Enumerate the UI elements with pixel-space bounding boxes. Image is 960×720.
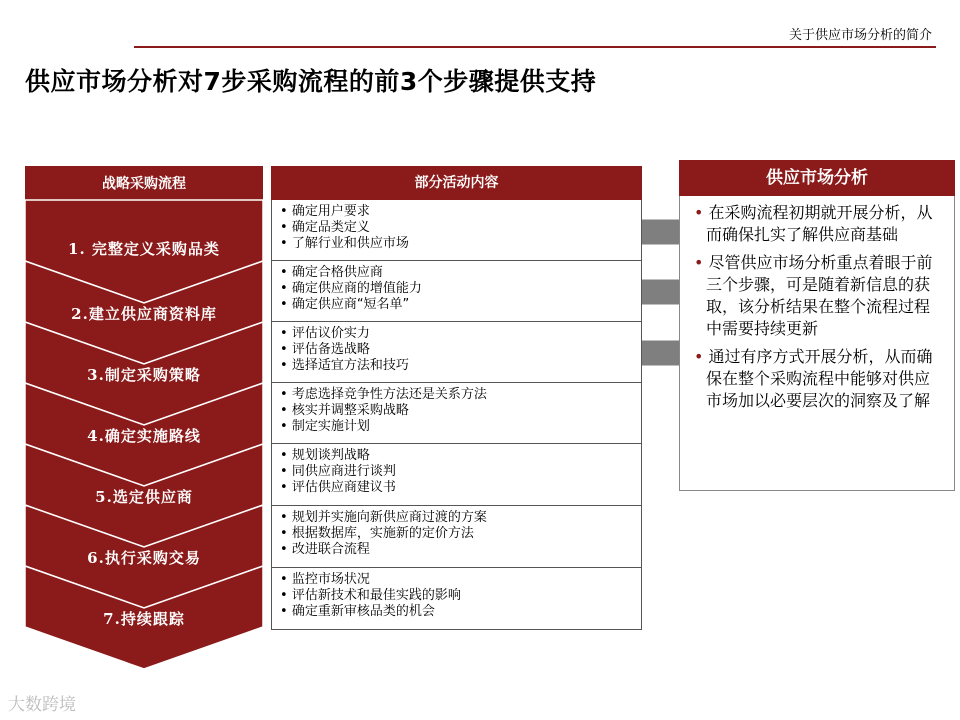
activity-item: • 确定重新审核品类的机会: [280, 604, 641, 620]
bullet-icon: •: [694, 253, 709, 272]
activity-group: [271, 200, 642, 261]
process-step-label: 3.制定采购策略: [87, 366, 201, 384]
section-label: 关于供应市场分析的简介: [788, 28, 932, 43]
analysis-point: [694, 252, 944, 340]
activity-item: • 监控市场状况: [280, 572, 641, 588]
activity-item: • 选择适宜方法和技巧: [280, 358, 641, 374]
activity-item: • 确定供应商的增值能力: [280, 281, 641, 297]
activity-item: • 了解行业和供应市场: [280, 236, 641, 252]
process-step-label: 4.确定实施路线: [87, 427, 201, 445]
process-step-label: 2.建立供应商资料库: [71, 305, 217, 323]
activity-group: [271, 444, 642, 506]
process-header: 战略采购流程: [25, 166, 263, 200]
process-step-label: 7.持续跟踪: [103, 610, 185, 628]
activity-item: • 规划谈判战略: [280, 448, 641, 464]
activity-group: [271, 568, 642, 630]
activity-item: • 确定品类定义: [280, 220, 641, 236]
activity-item: • 根据数据库，实施新的定价方法: [280, 526, 641, 542]
process-step-label: 1. 完整定义采购品类: [68, 240, 220, 258]
activity-item: • 制定实施计划: [280, 419, 641, 435]
activity-item: • 改进联合流程: [280, 542, 641, 558]
activities-header: 部分活动内容: [271, 166, 642, 200]
analysis-panel: [679, 196, 955, 491]
analysis-point: [694, 202, 944, 246]
activity-item: • 确定合格供应商: [280, 265, 641, 281]
analysis-point-text: 尽管供应市场分析重点着眼于前三个步骤，可是随着新信息的获取，该分析结果在整个流程过程中需要持续更新: [706, 253, 933, 338]
watermark: 大数跨境: [8, 695, 76, 715]
process-step-label: 6.执行采购交易: [87, 549, 201, 567]
page-title: 供应市场分析对7步采购流程的前3个步骤提供支持: [25, 67, 597, 96]
activity-item: • 评估议价实力: [280, 326, 641, 342]
activity-item: • 评估新技术和最佳实践的影响: [280, 588, 641, 604]
activity-item: • 规划并实施向新供应商过渡的方案: [280, 510, 641, 526]
activity-group: [271, 322, 642, 383]
process-step-label: 5.选定供应商: [95, 488, 193, 506]
activity-item: • 确定供应商“短名单”: [280, 297, 641, 313]
analysis-point-text: 在采购流程初期就开展分析，从而确保扎实了解供应商基础: [706, 203, 933, 244]
activity-item: • 同供应商进行谈判: [280, 464, 641, 480]
activity-item: • 评估备选战略: [280, 342, 641, 358]
analysis-header: 供应市场分析: [679, 160, 955, 196]
activity-item: • 核实并调整采购战略: [280, 403, 641, 419]
activity-group: [271, 506, 642, 568]
activity-item: • 确定用户要求: [280, 204, 641, 220]
activity-item: • 考虑选择竞争性方法还是关系方法: [280, 387, 641, 403]
bullet-icon: •: [694, 203, 709, 222]
bullet-icon: •: [694, 347, 709, 366]
analysis-point: [694, 346, 944, 412]
activity-item: • 评估供应商建议书: [280, 480, 641, 496]
activity-group: [271, 261, 642, 322]
analysis-point-text: 通过有序方式开展分析，从而确保在整个采购流程中能够对供应市场加以必要层次的洞察及了解: [706, 347, 933, 410]
activity-group: [271, 383, 642, 444]
